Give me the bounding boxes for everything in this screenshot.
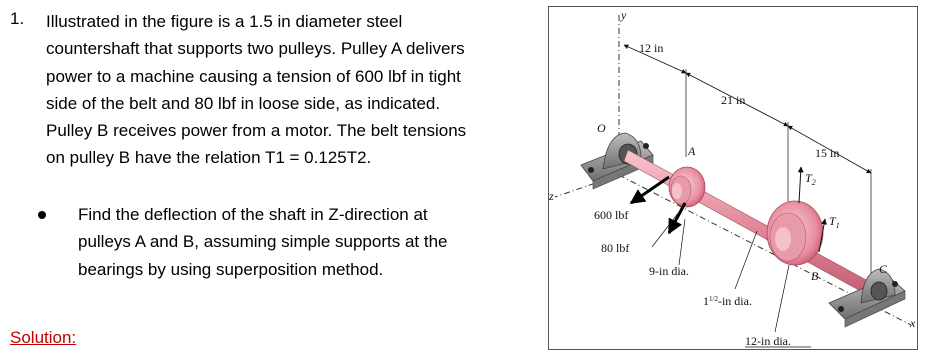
- task-line: bearings by using superposition method.: [78, 259, 384, 279]
- dimension-lines: [624, 41, 871, 287]
- statement-line: Pulley B receives power from a motor. The belt tensions: [46, 121, 467, 141]
- countershaft-diagram: [549, 7, 918, 350]
- force-80-label: 80 lbf: [601, 241, 630, 255]
- tension-t1-label: $T_1$: [829, 214, 840, 230]
- pulley-b: [767, 201, 823, 283]
- problem-statement: [46, 8, 546, 172]
- statement-line: Illustrated in the figure is a 1.5 in diameter steel: [46, 12, 403, 31]
- pulley-b-label: B: [811, 269, 819, 283]
- dimension-12in: 12 in: [639, 41, 664, 55]
- x-axis-label: x: [910, 316, 916, 330]
- task-line: pulleys A and B, assuming simple supports at the: [78, 232, 448, 252]
- countershaft-figure: [548, 6, 918, 350]
- dia-1-5in-label: $1^{1/2}-in$ dia.: [703, 294, 752, 308]
- statement-line: side of the belt and 80 lbf in loose side, as indicated.: [46, 93, 441, 113]
- tension-t2-label: $T_2$: [805, 171, 816, 187]
- dimension-21in: 21 in: [721, 93, 746, 107]
- task-line: Find the deflection of the shaft in Z-direction at: [78, 205, 428, 224]
- bearing-c-label: C: [879, 262, 888, 276]
- dimension-15in: 15 in: [815, 146, 840, 160]
- statement-line: power to a machine causing a tension of 600 lbf in tight: [46, 66, 461, 86]
- bullet-dot: [38, 211, 46, 219]
- problem-number: 1.: [10, 9, 25, 28]
- y-axis-label: y: [621, 8, 627, 22]
- pulley-a-label: A: [688, 144, 696, 158]
- force-600-label: 600 lbf: [594, 208, 629, 222]
- task-text: [78, 201, 548, 283]
- solution-heading: Solution:: [10, 328, 77, 347]
- pulley-a: [669, 144, 705, 207]
- origin-label: O: [597, 121, 606, 135]
- dia-12in-label: 12-in dia.: [745, 334, 791, 348]
- dia-9in-label: 9-in dia.: [649, 264, 689, 278]
- statement-line: countershaft that supports two pulleys. Pulley A delivers: [46, 39, 465, 59]
- statement-line: on pulley B have the relation T1 = 0.125T2.: [46, 148, 372, 168]
- z-axis-label: z: [549, 189, 554, 203]
